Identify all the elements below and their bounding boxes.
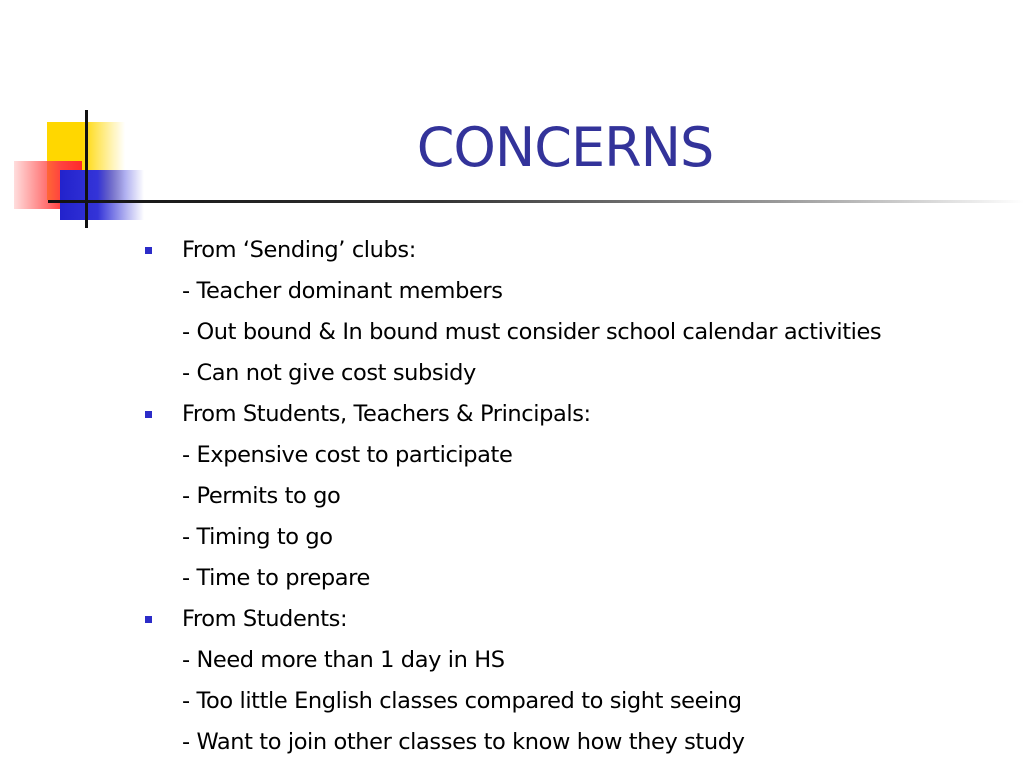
- sub-item: [140, 558, 1020, 599]
- sub-item: [140, 722, 1020, 763]
- slide-body: [140, 230, 1020, 763]
- title-underline: [48, 200, 1024, 203]
- slide-title: CONCERNS: [416, 116, 714, 179]
- bullet-heading-text: From Students, Teachers & Principals:: [182, 401, 591, 427]
- sub-item-text: - Want to join other classes to know how they study: [182, 729, 745, 755]
- sub-item-text: - Need more than 1 day in HS: [182, 647, 505, 673]
- sub-item-text: - Timing to go: [182, 524, 333, 550]
- sub-item-text: - Out bound & In bound must consider school calendar activities: [182, 319, 882, 345]
- sub-item-text: - Expensive cost to participate: [182, 442, 513, 468]
- bullet-heading-sending-clubs: [140, 230, 1020, 271]
- sub-item: [140, 435, 1020, 476]
- sub-item: [140, 517, 1020, 558]
- corner-decoration: [0, 0, 150, 240]
- sub-item: [140, 476, 1020, 517]
- square-bullet-icon: [145, 616, 152, 623]
- sub-item-text: - Teacher dominant members: [182, 278, 503, 304]
- blue-square-shape: [60, 170, 144, 220]
- bullet-heading-text: From Students:: [182, 606, 348, 632]
- bullet-heading-students: [140, 599, 1020, 640]
- sub-item-text: - Permits to go: [182, 483, 341, 509]
- sub-item: [140, 681, 1020, 722]
- bullet-heading-text: From ‘Sending’ clubs:: [182, 237, 416, 263]
- square-bullet-icon: [145, 411, 152, 418]
- sub-item-text: - Time to prepare: [182, 565, 370, 591]
- vertical-divider-line: [85, 110, 88, 228]
- bullet-heading-students-teachers-principals: [140, 394, 1020, 435]
- sub-item: [140, 312, 1020, 353]
- sub-item-text: - Can not give cost subsidy: [182, 360, 476, 386]
- sub-item: [140, 353, 1020, 394]
- sub-item: [140, 271, 1020, 312]
- square-bullet-icon: [145, 247, 152, 254]
- sub-item: [140, 640, 1020, 681]
- sub-item-text: - Too little English classes compared to sight seeing: [182, 688, 742, 714]
